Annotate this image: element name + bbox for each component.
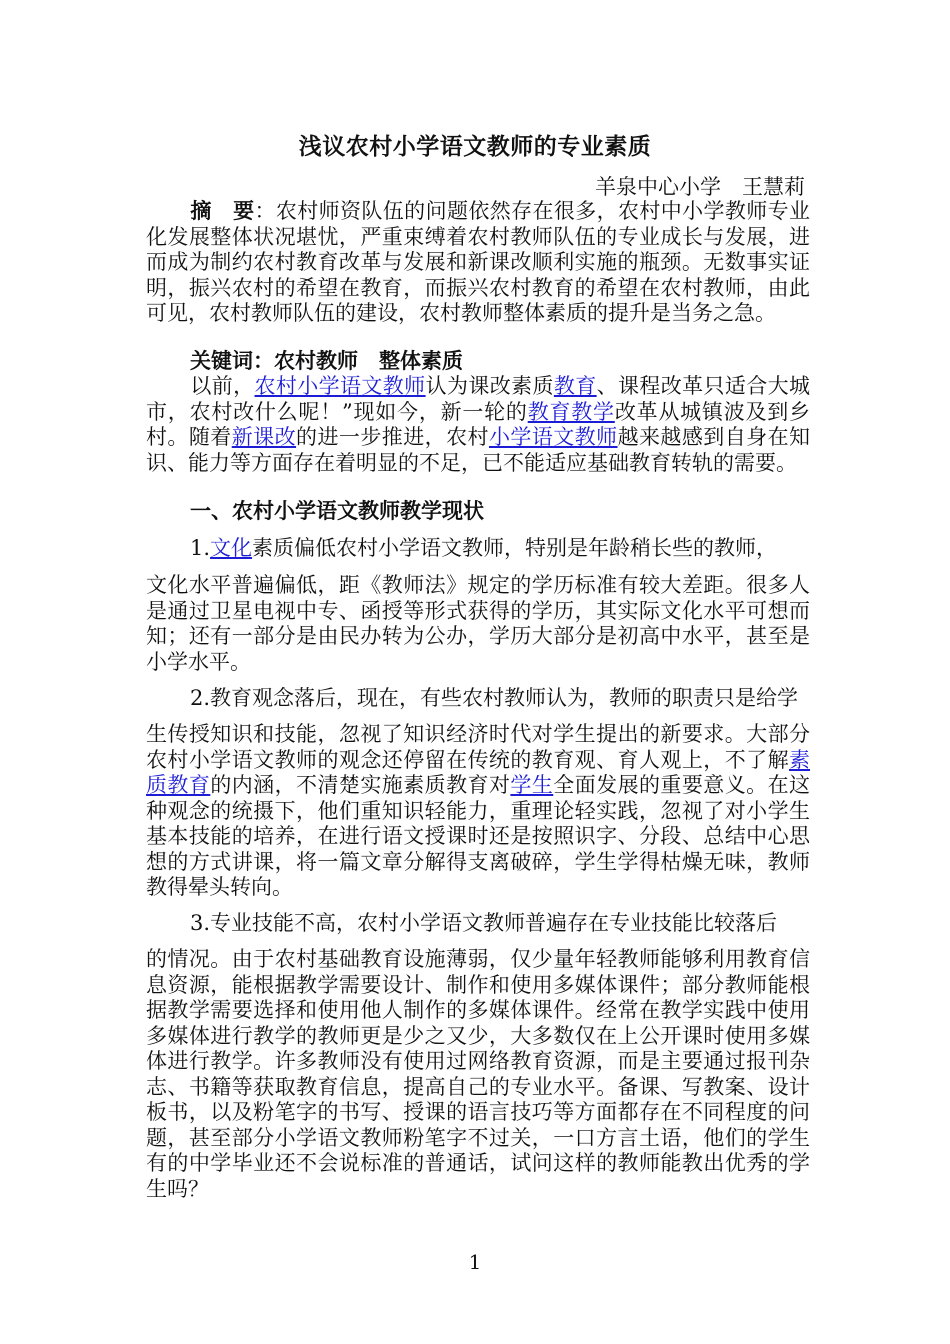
p2-text-3: 全面发展的重要意义。在这种观念的统摄下，他们重知识轻能力，重理论轻实践，忽视了对小学生基本技能的培养，在进行语文授课时还是按照识字、分段、总结中心思想的方式讲课，将一篇文章分解得支离破碎，学生学得枯燥无味，教师教得晕头转向。 <box>146 773 811 899</box>
intro-text-2: 认为课改素质 <box>425 374 554 398</box>
p2-body <box>146 722 810 901</box>
link-new-curriculum-reform[interactable]: 新课改 <box>231 425 297 449</box>
p2-text-1: 生传授知识和技能，忽视了知识经济时代对学生提出的新要求。大部分农村小学语文教师的观念还停留在传统的教育观、育人观上，不了解 <box>146 722 810 772</box>
p1-line1-text: 素质偏低农村小学语文教师，特别是年龄稍长些的教师， <box>252 536 778 560</box>
p3-line1-text: 3.专业技能不高，农村小学语文教师普遍存在专业技能比较落后 <box>190 911 778 935</box>
page-number: 1 <box>468 1250 482 1274</box>
p2-text-2: 的内涵，不清楚实施素质教育对 <box>210 773 511 797</box>
link-primary-chinese-teacher[interactable]: 小学语文教师 <box>488 425 618 449</box>
abstract-paragraph <box>146 199 810 327</box>
intro-text-5: 的进一步推进，农村 <box>296 425 489 449</box>
p1-first-line <box>146 536 810 562</box>
intro-text-6: 越来越感到自身在知识、能力等方面存在着明显的不足，已不能适应基础教育转轨的需要。 <box>146 425 811 475</box>
document-title: 浅议农村小学语文教师的专业素质 <box>298 134 652 160</box>
p2-line1-text: 2.教育观念落后，现在，有些农村教师认为，教师的职责只是给学 <box>190 686 799 710</box>
intro-paragraph <box>146 374 810 476</box>
abstract-text: ：农村师资队伍的问题依然存在很多，农村中小学教师专业化发展整体状况堪忧，严重束缚着农村教师队伍的专业成长与发展，进而成为制约农村教育改革与发展和新课改顺利实施的瓶颈。无数事实证明，振兴农村的希望在教育，而振兴农村教育的希望在农村教师，由此可见，农村教师队伍的建设，农村教师整体素质的提升是当务之急。 <box>146 199 811 325</box>
link-education[interactable]: 教育 <box>553 374 597 398</box>
link-rural-primary-chinese-teacher[interactable]: 农村小学语文教师 <box>254 374 426 398</box>
p1-number: 1. <box>190 536 211 560</box>
keywords-line <box>146 349 810 375</box>
intro-text-4: 改革从城镇波及到乡村。随着 <box>146 399 811 449</box>
author-line: 羊泉中心小学 王慧莉 <box>595 175 805 199</box>
p3-body: 的情况。由于农村基础教育设施薄弱，仅少量年轻教师能够利用教育信息资源，能根据教学需要设计、制作和使用多媒体课件；部分教师能根据教学需要选择和使用他人制作的多媒体课件。经常在教学实践中使用多媒体进行教学的教师更是少之又少，大多数仅在上公开课时使用多媒体进行教学。许多教师没有使用过网络教育资源，而是主要通过报刊杂志、书籍等获取教育信息，提高自己的专业水平。备课、写教案、设计板书，以及粉笔字的书写、授课的语言技巧等方面都存在不同程度的问题，甚至部分小学语文教师粉笔字不过关，一口方言土语，他们的学生有的中学毕业还不会说标准的普通话，试问这样的教师能教出优秀的学生吗？ <box>146 947 810 1201</box>
p1-body: 文化水平普遍偏低，距《教师法》规定的学历标准有较大差距。很多人是通过卫星电视中专、函授等形式获得的学历，其实际文化水平可想而知；还有一部分是由民办转为公办，学历大部分是初高中水平，甚至是小学水平。 <box>146 573 810 674</box>
section-heading-text: 一、农村小学语文教师教学现状 <box>190 499 484 523</box>
intro-text-3: 、课程改革只适合大城市，农村改什么呢！”现如今，新一轮的 <box>146 374 811 424</box>
link-quality-education[interactable]: 素质教育 <box>146 747 810 797</box>
link-education-teaching[interactable]: 教育教学 <box>527 399 615 424</box>
abstract-label: 摘 要 <box>190 199 255 223</box>
p2-first-line <box>146 686 810 712</box>
section-heading <box>146 499 810 525</box>
p3-first-line <box>146 911 810 937</box>
link-students[interactable]: 学生 <box>510 773 554 797</box>
link-culture[interactable]: 文化 <box>210 536 253 560</box>
intro-text-1: 以前， <box>190 374 255 398</box>
keywords-text: 关键词：农村教师 整体素质 <box>190 349 463 373</box>
